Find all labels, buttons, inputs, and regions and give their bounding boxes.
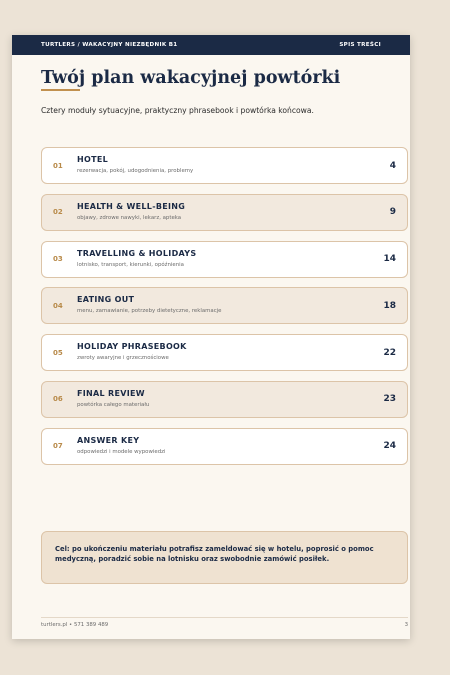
toc-item-number: 07 bbox=[53, 442, 63, 451]
toc-item-number: 01 bbox=[53, 161, 63, 170]
toc-item-final-review[interactable] bbox=[41, 381, 408, 418]
toc-item-title: HOLIDAY PHRASEBOOK bbox=[77, 342, 187, 352]
toc-item-health[interactable] bbox=[41, 194, 408, 231]
page-subtitle: Cztery moduły sytuacyjne, praktyczny phrasebook i powtórka końcowa. bbox=[41, 106, 314, 115]
goal-box: Cel: po ukończeniu materiału potrafisz zameldować się w hotelu, poprosić o pomoc medyczną, poradzić sobie na lotnisku oraz swobodnie zamówić posiłek. bbox=[41, 531, 408, 584]
footer-page-number: 3 bbox=[404, 622, 408, 628]
toc-item-number: 06 bbox=[53, 395, 63, 404]
footer-contact: turtlers.pl • 571 389 489 bbox=[41, 622, 109, 628]
table-of-contents bbox=[41, 147, 408, 475]
toc-item-page: 14 bbox=[383, 254, 396, 265]
toc-item-page: 23 bbox=[383, 394, 396, 405]
toc-item-description: menu, zamawianie, potrzeby dietetyczne, reklamacje bbox=[77, 308, 222, 315]
toc-item-description: powtórka całego materiału bbox=[77, 401, 150, 408]
toc-item-text bbox=[77, 295, 222, 314]
toc-item-title: HEALTH & WELL-BEING bbox=[77, 201, 186, 211]
toc-item-page: 18 bbox=[383, 300, 396, 311]
toc-item-number: 02 bbox=[53, 208, 63, 217]
footer-divider bbox=[41, 617, 408, 618]
header-bar bbox=[12, 35, 410, 55]
toc-item-text bbox=[77, 202, 185, 221]
toc-item-answer-key[interactable] bbox=[41, 428, 408, 465]
toc-item-number: 05 bbox=[53, 348, 63, 357]
toc-item-title: ANSWER KEY bbox=[77, 435, 140, 445]
footer bbox=[41, 622, 408, 628]
toc-item-description: odpowiedzi i modele wypowiedzi bbox=[77, 448, 166, 455]
toc-item-number: 03 bbox=[53, 255, 63, 264]
toc-item-page: 22 bbox=[383, 347, 396, 358]
toc-item-description: rezerwacja, pokój, udogodnienia, problemy bbox=[77, 168, 194, 174]
header-section-label: SPIS TREŚCI bbox=[339, 42, 381, 48]
toc-item-description: lotnisko, transport, kierunki, opóźnienia bbox=[77, 261, 184, 268]
toc-item-eating-out[interactable] bbox=[41, 287, 408, 324]
page-title: Twój plan wakacyjnej powtórki bbox=[41, 68, 341, 88]
toc-item-page: 9 bbox=[389, 207, 396, 218]
toc-item-text bbox=[77, 436, 165, 455]
toc-item-text bbox=[77, 342, 187, 361]
toc-item-number: 04 bbox=[53, 301, 63, 310]
toc-item-title: EATING OUT bbox=[77, 295, 135, 305]
toc-item-text bbox=[77, 389, 149, 408]
toc-item-description: objawy, zdrowe nawyki, lekarz, apteka bbox=[77, 214, 182, 221]
document-page bbox=[12, 35, 410, 639]
toc-item-hotel[interactable] bbox=[41, 147, 408, 184]
toc-item-title: FINAL REVIEW bbox=[77, 388, 145, 398]
title-underline bbox=[41, 89, 80, 91]
toc-item-text bbox=[77, 249, 196, 268]
toc-item-phrasebook[interactable] bbox=[41, 334, 408, 371]
toc-item-text bbox=[77, 155, 193, 174]
toc-item-title: HOTEL bbox=[77, 155, 109, 164]
toc-item-travelling[interactable] bbox=[41, 241, 408, 278]
header-breadcrumb: TURTLERS / WAKACYJNY NIEZBĘDNIK B1 bbox=[41, 42, 178, 48]
toc-item-page: 24 bbox=[383, 441, 396, 452]
toc-item-title: TRAVELLING & HOLIDAYS bbox=[77, 248, 197, 258]
toc-item-page: 4 bbox=[389, 160, 396, 171]
toc-item-description: zwroty awaryjne i grzecznościowe bbox=[77, 355, 169, 362]
